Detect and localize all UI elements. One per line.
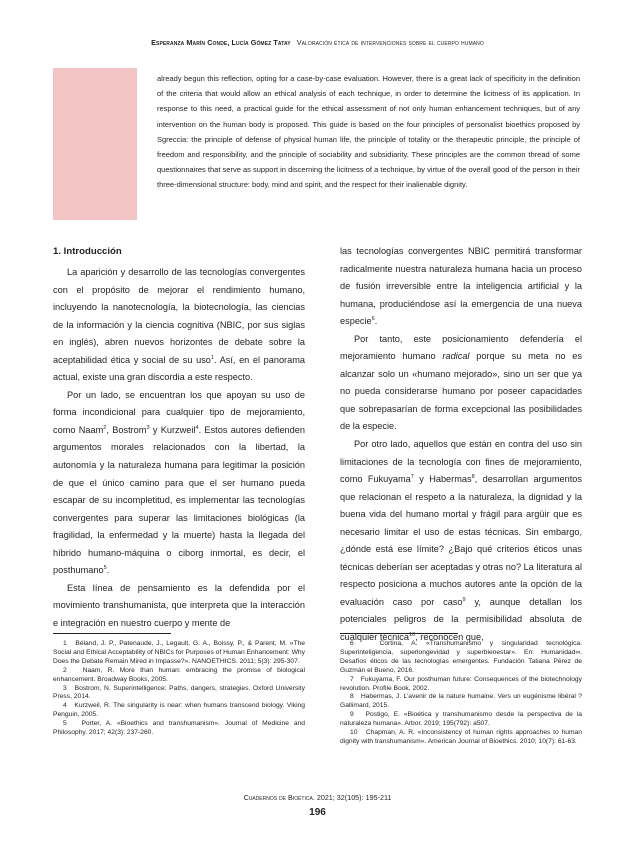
footnote: 3 Bostrom, N. Superintelligence: Paths, dangers, strategies. Oxford University Press, 2014.	[53, 684, 305, 701]
paragraph: las tecnologías convergentes NBIC permitirá transformar radicalmente nuestra naturaleza humana hacia un proceso de fusión irreversible entre la inteligencia artificial y la humana, produciéndose así la emergencia de una nueva especie$^6$.	[340, 246, 582, 327]
footnote: 10 Chapman, A. R. «Inconsistency of human rights approaches to human dignity with transhumanism». American Journal of Bioethics. 2010; 10(7): 61-63.	[340, 729, 582, 745]
abstract-text: already begun this reflection, opting for a case-by-case evaluation. However, there is a great lack of specificity in the definition of the criteria that would allow an ethical analysis of each technique, in order to determine the licitness of its application. In response to this need, a practical guide for the ethical assessment of not only human enhancement techniques, but of any intervention on the human body is proposed. This guide is based on the four principles of personalist bioethics proposed by Sgreccia: the principle of defense of physical human life, the principle of totality or the therapeutic principle, the principle of freedom and responsibility, and the principle of sociability and subsidiarity. These principles are the common thread of some questionnaires that serve as support in discerning the licitness of a technique, by virtue of the overall good of the person in their three-dimensional structure: body, mind and spirit, and the respect for their inalienable dignity.	[157, 74, 580, 190]
footnote-ref: 5	[103, 565, 107, 572]
footnote: 7 Fukuyama, F. Our posthuman future: Consequences of the biotechnology revolution. Profile Book, 2002.	[340, 675, 582, 692]
footnotes-left	[53, 640, 305, 738]
footnote: 8 Habermas, J. L’avenir de la nature humaine. Vers un eugénisme libéral ? Gallimard, 2015.	[340, 693, 582, 710]
paragraph: La aparición y desarrollo de las tecnologías convergentes con el propósito de mejorar el rendimiento humano, incluyendo la nanotecnología, la biotecnología, las ciencias de la información y la ciencia cognitiva (NBIC, por sus siglas en inglés), abren nuevos horizontes de debate sobre la aceptabilidad ética y social de su uso$^1$. Así, en el panorama actual, existe una gran discordia a este respecto.	[53, 267, 305, 383]
paragraph: Por otro lado, aquellos que están en contra del uso sin limitaciones de la tecnología con fines de mejoramiento, como Fukuyama$^7$ y Habermas$^8$, desarrollan argumentos que relacionan el respeto a la naturaleza, la dignidad y la buena vida del humano mortal y frágil para argüir que es necesario limitar el uso de estas técnicas. Sin embargo, ¿dónde está ese límite? ¿Bajo qué criterios éticos unas técnicas deberían ser aceptadas y otras no? La literatura al respecto posiciona a muchos autores ante la opción de la evaluación caso por caso$^9$ y, aunque detallan los potenciales peligros de la permisibilidad absoluta de cualquier técnica$^{10}$, reconocen que,	[340, 439, 582, 643]
footnotes-right	[340, 640, 582, 747]
paragraph: Por un lado, se encuentran los que apoyan su uso de forma incondicional para cualquier tipo de mejoramiento, como Naam$^2$, Bostrom$^3$ y Kurzweil$^4$. Estos autores defienden argumentos morales relacionados con la libertad, la autonomía y la naturaleza humana para legitimar la posición de que el único camino para que el ser humano pueda escapar de su incompletitud, es implementar las tecnologías convergentes para superar las limitaciones biológicas (la fragilidad, la enfermedad y la muerte) hasta la llegada del híbrido humano-máquina o ciborg inmortal, es decir, el posthumano$^5$.	[53, 389, 305, 576]
footnote-divider	[53, 633, 171, 634]
footnote-ref: 10	[408, 632, 416, 639]
footnote: 2 Naam, R. More than human: embracing the promise of biological enhancement. Broadway Books, 2005.	[53, 666, 305, 683]
running-header	[0, 38, 635, 47]
section-title: 1. Introducción	[53, 246, 122, 257]
footer-journal: Cuadernos de Bioética. 2021; 32(105): 195-211	[243, 793, 392, 802]
header-authors: Esperanza Marín Conde, Lucía Gómez Tatay	[151, 38, 291, 47]
footnote-ref: 9	[462, 596, 466, 603]
footnote-ref: 6	[371, 316, 375, 323]
footnote: 1 Béland, J. P., Patenaude, J., Legault, G. A., Boissy, P., & Parent, M. «The Social and Ethical Acceptability of NBICs for Purposes of Human Enhancement: Why Does the Debate Remain Mired in Impasse?». NANOETHICS. 2011; 5(3): 295-307.	[53, 640, 305, 665]
footnote-ref: 7	[410, 474, 414, 481]
footnote-ref: 8	[471, 474, 475, 481]
abstract-accent-block	[53, 68, 137, 220]
paragraph: Por tanto, este posicionamiento defendería el mejoramiento humano radical porque su meta no es alcanzar solo un «humano mejorado», sino un ser que ya no pueda considerarse humano por poseer capacidades que sobrepasarían de forma excepcional las posibilidades de la especie.	[340, 333, 582, 432]
footnote-ref: 2	[103, 424, 107, 431]
footnote: 9 Postigo, E. «Bioética y transhumanismo desde la perspectiva de la naturaleza humana». Arbor. 2019; 195(792): a507.	[340, 711, 582, 728]
paragraph: Esta línea de pensamiento es la defendida por el movimiento transhumanista, que interpreta que la interacción e integración en nuestro cuerpo y mente de	[53, 582, 305, 628]
footnote-ref: 4	[195, 424, 199, 431]
footnote-ref: 1	[210, 354, 215, 361]
body-column-right	[340, 243, 582, 647]
page-number: 196	[309, 807, 326, 818]
footnote: 6 Cortina, A. «Transhumanismo y singularidad tecnológica. Superinteligencia, superlongevidad y superbienestar». En: Humanidad∞. Desafíos éticos de las tecnologías emergentes. Fundación Tatiana Pérez de Guzmán el Bueno, 2016.	[340, 640, 582, 674]
footnote: 4 Kurzweil, R. The singularity is near: when humans transcend biology. Viking Penguin, 2005.	[53, 702, 305, 719]
footnote-ref: 3	[146, 424, 150, 431]
footnote: 5 Porter, A. «Bioethics and transhumanism». Journal of Medicine and Philosophy. 2017; 42(3): 237-260.	[53, 720, 306, 737]
footnote-divider	[340, 633, 458, 634]
body-column-left	[53, 243, 305, 632]
header-title: Valoración ética de intervenciones sobre el cuerpo humano	[296, 38, 484, 47]
